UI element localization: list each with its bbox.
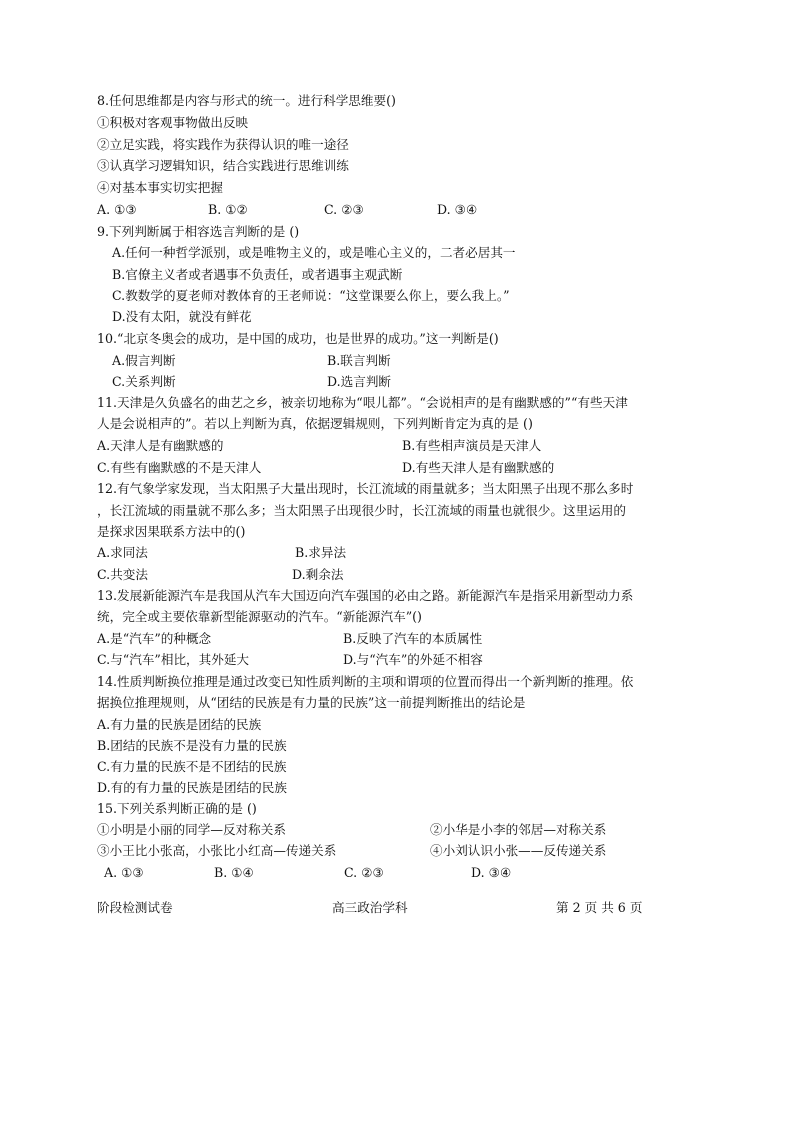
q8-option-d: D. ③④: [437, 202, 478, 217]
q14-option-c: C.有力量的民族不是不团结的民族: [97, 759, 287, 774]
q11-stem-line-1: 11.天津是久负盛名的曲艺之乡，被亲切地称为“哏儿都”。“会说相声的是有幽默感的”“有些天津: [97, 395, 628, 410]
q15-item-3: ③小王比小张高，小张比小红高—传递关系: [97, 843, 337, 858]
q14-option-d: D.有的有力量的民族是团结的民族: [97, 780, 287, 795]
q15-option-a: A. ①③: [104, 865, 144, 880]
q10-option-c: C.关系判断: [112, 374, 176, 389]
q13-option-d: D.与“汽车”的外延不相容: [343, 652, 483, 667]
q10-option-b: B.联言判断: [327, 353, 391, 368]
q12-stem-line-3: 是探求因果联系方法中的(): [97, 524, 246, 539]
q13-option-b: B.反映了汽车的本质属性: [343, 631, 483, 646]
footer-exam-name: 阶段检测试卷: [97, 900, 173, 915]
q12-option-b: B.求异法: [295, 545, 347, 560]
q9-option-a: A.任何一种哲学派别，或是唯物主义的，或是唯心主义的，二者必居其一: [112, 245, 516, 260]
q14-stem-line-2: 据换位推理规则，从“团结的民族是有力量的民族”这一前提判断推出的结论是: [97, 695, 526, 710]
q13-stem-line-2: 统，完全或主要依靠新型能源驱动的汽车。“新能源汽车”(): [97, 609, 422, 624]
footer-page-number: 第 2 页 共 6 页: [556, 900, 643, 915]
q12-stem-line-1: 12.有气象学家发现，当太阳黑子大量出现时，长江流域的雨量就多；当太阳黑子出现不那么多时: [97, 481, 634, 496]
q11-option-d: D.有些天津人是有幽默感的: [402, 460, 555, 475]
q13-stem-line-1: 13.发展新能源汽车是我国从汽车大国迈向汽车强国的必由之路。新能源汽车是指采用新型动力系: [97, 588, 634, 603]
q15-item-2: ②小华是小李的邻居—对称关系: [430, 822, 607, 837]
q8-item-1: ①积极对客观事物做出反映: [97, 115, 249, 130]
footer-subject: 高三政治学科: [332, 900, 408, 915]
q15-option-c: C. ②③: [344, 865, 384, 880]
q10-stem: 10.“北京冬奥会的成功，是中国的成功，也是世界的成功。”这一判断是(): [97, 331, 499, 346]
q8-item-2: ②立足实践，将实践作为获得认识的唯一途径: [97, 137, 349, 152]
q14-option-b: B.团结的民族不是没有力量的民族: [97, 738, 287, 753]
q11-stem-line-2: 人是会说相声的”。若以上判断为真，依据逻辑规则，下列判断肯定为真的是 (): [97, 416, 533, 431]
q8-item-4: ④对基本事实切实把握: [97, 180, 223, 195]
q9-stem: 9.下列判断属于相容选言判断的是 (): [97, 224, 300, 239]
q13-option-c: C.与“汽车”相比，其外延大: [97, 652, 250, 667]
q12-option-d: D.剩余法: [292, 567, 344, 582]
q9-option-c: C.教数学的夏老师对教体育的王老师说：“这堂课要么你上，要么我上。”: [112, 288, 510, 303]
q15-item-4: ④小刘认识小张——反传递关系: [430, 843, 607, 858]
q10-option-d: D.选言判断: [327, 374, 392, 389]
q15-option-d: D. ③④: [471, 865, 512, 880]
q12-option-c: C.共变法: [97, 567, 148, 582]
q15-stem: 15.下列关系判断正确的是 (): [97, 801, 257, 816]
q12-stem-line-2: ，长江流域的雨量就不那么多；当太阳黑子出现很少时，长江流域的雨量也就很少。这里运用的: [97, 503, 626, 518]
q8-option-b: B. ①②: [208, 202, 248, 217]
q9-option-b: B.官僚主义者或者遇事不负责任，或者遇事主观武断: [112, 267, 403, 282]
q12-option-a: A.求同法: [97, 545, 148, 560]
q8-item-3: ③认真学习逻辑知识，结合实践进行思维训练: [97, 158, 349, 173]
q11-option-c: C.有些有幽默感的不是天津人: [97, 460, 262, 475]
q9-option-d: D.没有太阳，就没有鲜花: [112, 309, 252, 324]
q14-option-a: A.有力量的民族是团结的民族: [97, 717, 262, 732]
q8-option-c: C. ②③: [324, 202, 364, 217]
q13-option-a: A.是“汽车”的种概念: [97, 631, 212, 646]
q11-option-a: A.天津人是有幽默感的: [97, 438, 224, 453]
q8-option-a: A. ①③: [97, 202, 137, 217]
q11-option-b: B.有些相声演员是天津人: [402, 438, 542, 453]
q15-item-1: ①小明是小丽的同学—反对称关系: [97, 822, 286, 837]
q15-option-b: B. ①④: [214, 865, 254, 880]
q14-stem-line-1: 14.性质判断换位推理是通过改变已知性质判断的主项和谓项的位置而得出一个新判断的推理。依: [97, 674, 634, 689]
q10-option-a: A.假言判断: [112, 353, 176, 368]
q8-stem: 8.任何思维都是内容与形式的统一。进行科学思维要(): [97, 93, 396, 108]
